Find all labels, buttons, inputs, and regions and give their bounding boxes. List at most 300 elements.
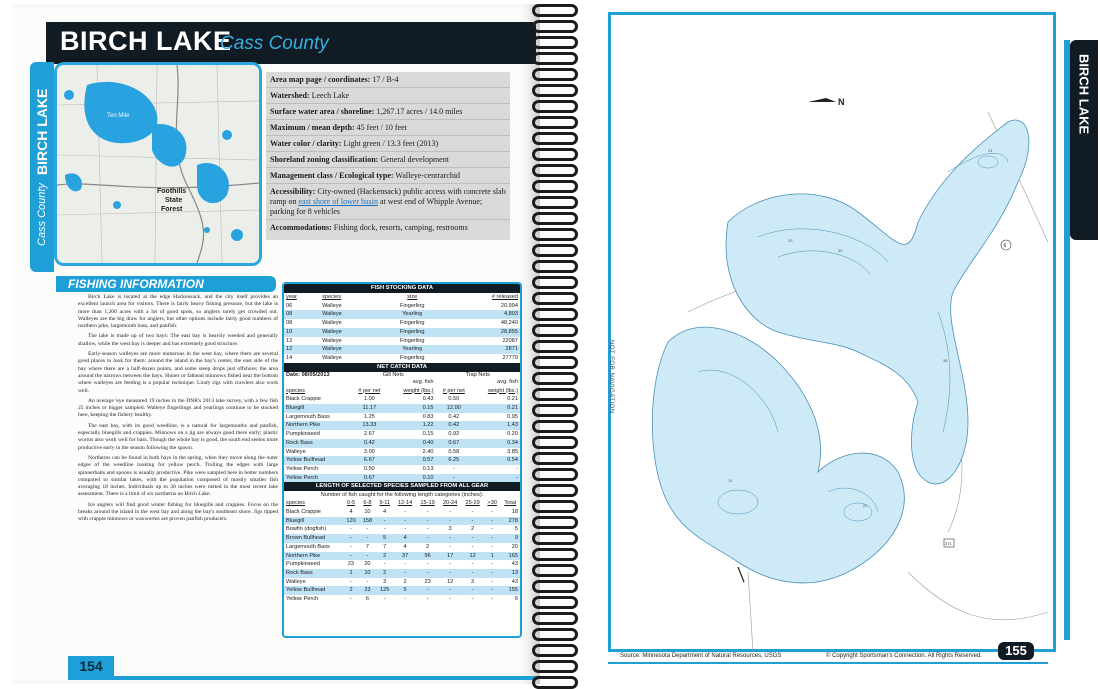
table-cell: 28,855 <box>447 328 520 337</box>
table-row <box>284 439 520 448</box>
table-cell: - <box>471 561 474 568</box>
table-cell: 10 <box>359 569 375 578</box>
table-cell: 43 <box>511 578 518 585</box>
table-row <box>284 508 520 517</box>
table-cell: 27779 <box>502 354 518 361</box>
table-cell: 96 <box>416 552 439 561</box>
table-cell: - <box>439 586 462 595</box>
table-cell: 10 <box>284 328 320 337</box>
table-cell: 3.00 <box>363 448 375 455</box>
table-cell: 5 <box>394 586 417 595</box>
table-cell: 18 <box>511 509 518 516</box>
table-cell: - <box>452 465 455 472</box>
table-cell: - <box>491 578 494 585</box>
info-row-access: Accessibility: City-owned (Hackensack) public access with concrete slab ramp on east shore of lower basin at west end of Whipple Avenue; parking for 8 vehicles <box>266 184 510 220</box>
table-row <box>284 474 520 483</box>
table-cell: 12.00 <box>436 404 473 413</box>
table-cell: Bowfin (dogfish) <box>286 526 327 533</box>
binding-ring <box>532 212 578 225</box>
left-page <box>12 4 540 684</box>
binding-ring <box>532 388 578 401</box>
info-row-area: Area map page / coordinates: 17 / B-4 <box>266 72 510 88</box>
table-cell: 0.34 <box>472 439 520 448</box>
table-cell: - <box>461 569 484 578</box>
not-for-navigation-label: NOT FOR NAVIGATION <box>608 340 614 414</box>
county-title: Cass County <box>220 33 329 54</box>
table-cell: - <box>383 561 386 568</box>
binding-ring <box>532 260 578 273</box>
table-cell: 4 <box>349 509 353 516</box>
binding-ring <box>532 68 578 81</box>
table-cell: 0.58 <box>448 448 460 455</box>
binding-ring <box>532 596 578 609</box>
table-cell: 0.15 <box>388 404 436 413</box>
table-cell: Fingerling <box>399 302 425 309</box>
binding-ring <box>532 180 578 193</box>
fishing-info-text <box>78 294 278 654</box>
table-cell: 14 <box>286 354 293 361</box>
table-cell: 0.92 <box>448 431 460 438</box>
info-row-watershed: Watershed: Leech Lake <box>266 88 510 104</box>
data-tables <box>282 282 522 638</box>
table-cell: - <box>461 586 484 595</box>
table-cell: 23 <box>359 586 375 595</box>
table-row <box>284 552 520 561</box>
table-cell: 2 <box>471 526 475 533</box>
table-cell: - <box>394 517 417 526</box>
table-cell: Walleye <box>286 578 306 585</box>
binding-ring <box>532 548 578 561</box>
binding-ring <box>532 324 578 337</box>
table-cell: 0.57 <box>388 456 436 465</box>
table-cell: 13.33 <box>351 421 388 430</box>
right-tab-title: BIRCH LAKE <box>1076 54 1092 135</box>
table-header: >30 <box>487 500 497 507</box>
table-cell: 0.42 <box>351 439 388 448</box>
binding-ring <box>532 580 578 593</box>
right-side-tab <box>1070 40 1098 240</box>
binding-ring <box>532 340 578 353</box>
table-cell: Walleye <box>320 345 377 354</box>
table-cell: 4 <box>394 534 417 543</box>
svg-text:38: 38 <box>943 358 948 363</box>
table-header: 15-19 <box>420 500 435 507</box>
table-cell: 3.85 <box>507 448 518 455</box>
table-cell: 0.83 <box>422 413 434 420</box>
binding-ring <box>532 628 578 641</box>
table-cell: Fingerling <box>399 337 425 344</box>
table-cell: Largemouth Bass <box>286 543 330 550</box>
binding-ring <box>532 484 578 497</box>
svg-text:10: 10 <box>728 478 733 483</box>
table-row <box>284 517 520 526</box>
table-cell: Pumpkinseed <box>286 431 320 438</box>
table-cell: 0.10 <box>388 474 436 483</box>
locator-map <box>54 62 262 266</box>
table-row <box>284 534 520 543</box>
length-note: Number of fish caught for the following length categories (inches): <box>320 492 484 499</box>
svg-text:6: 6 <box>1003 243 1007 249</box>
table-cell: 1.43 <box>472 421 520 430</box>
table-cell: 3 <box>383 578 387 585</box>
table-cell: 0.67 <box>436 439 473 448</box>
table-cell: - <box>449 561 452 568</box>
table-cell: Rock Bass <box>284 569 343 578</box>
side-tab-lake: BIRCH LAKE <box>34 88 50 175</box>
table-cell: 6 <box>514 596 518 603</box>
binding-ring <box>532 164 578 177</box>
table-cell: Yellow Perch <box>284 474 351 483</box>
binding-ring <box>532 4 578 17</box>
table-cell: - <box>491 561 494 568</box>
table-cell: Fingerling <box>378 328 447 337</box>
info-row-accommodations: Accommodations: Fishing dock, resorts, camping, restrooms <box>270 223 468 232</box>
table-cell: - <box>343 552 359 561</box>
table-cell: - <box>359 534 375 543</box>
table-cell: 2 <box>343 586 359 595</box>
table-cell: - <box>376 517 394 526</box>
table-cell: 20 <box>364 561 371 568</box>
binding-ring <box>532 660 578 673</box>
table-cell: - <box>449 509 452 516</box>
table-cell: Walleye <box>320 328 377 337</box>
table-cell: Yellow Perch <box>286 465 319 472</box>
table-cell: 6.25 <box>436 456 473 465</box>
svg-text:30: 30 <box>838 248 843 253</box>
length-title: LENGTH OF SELECTED SPECIES SAMPLED FROM ALL GEAR <box>284 482 520 491</box>
table-cell: Yellow Perch <box>286 596 319 603</box>
table-row <box>284 430 520 439</box>
table-cell: - <box>491 543 494 550</box>
table-cell: 13 <box>500 569 520 578</box>
table-cell: Yearling <box>378 310 447 319</box>
binding-ring <box>532 228 578 241</box>
info-row-zoning: Shoreland zoning classification: General development <box>266 152 510 168</box>
binding-ring <box>532 196 578 209</box>
table-cell: - <box>436 474 473 483</box>
svg-text:Forest: Forest <box>161 206 183 213</box>
table-cell: 120 <box>343 517 359 526</box>
table-cell: 4 <box>383 509 387 516</box>
table-cell: 37 <box>394 552 417 561</box>
table-cell: - <box>491 596 494 603</box>
table-cell: Fingerling <box>399 320 425 327</box>
table-row <box>284 421 520 430</box>
table-cell: - <box>484 534 501 543</box>
copyright: © Copyright Sportsman's Connection. All Rights Reserved. <box>826 653 982 659</box>
table-cell: - <box>484 517 501 526</box>
table-cell: 12 <box>284 345 320 354</box>
title-bar <box>46 22 536 64</box>
table-row <box>284 595 520 604</box>
table-cell: Black Crappie <box>286 509 321 516</box>
table-cell: - <box>416 569 439 578</box>
info-row-surface: Surface water area / shoreline: 1,267.17 acres / 14.0 miles <box>266 104 510 120</box>
table-row <box>284 345 520 354</box>
table-cell: 125 <box>376 586 394 595</box>
table-row <box>284 560 520 569</box>
table-cell: - <box>416 517 439 526</box>
table-cell: 0.15 <box>422 431 434 438</box>
table-cell: - <box>472 474 520 483</box>
table-cell: Rock Bass <box>284 439 351 448</box>
table-cell: 48,240 <box>500 320 518 327</box>
lake-depth-map <box>608 12 1056 652</box>
table-cell: 5 <box>514 526 518 533</box>
table-cell: Walleye <box>322 354 342 361</box>
table-cell: 08 <box>284 310 320 319</box>
table-cell: 23 <box>347 561 355 568</box>
table-cell: - <box>404 561 406 568</box>
table-cell: 7 <box>365 543 369 550</box>
table-cell: - <box>350 526 352 533</box>
table-cell: Fingerling <box>399 354 425 361</box>
bottom-bar <box>68 676 538 680</box>
table-cell: 12 <box>286 337 293 344</box>
table-cell: 5 <box>376 534 394 543</box>
table-cell: 7 <box>383 543 387 550</box>
svg-text:State: State <box>165 197 183 204</box>
table-cell: - <box>350 578 352 585</box>
binding-ring <box>532 308 578 321</box>
table-cell: - <box>439 534 462 543</box>
table-cell: 20,994 <box>500 302 518 309</box>
table-row <box>284 525 520 534</box>
table-row <box>284 337 520 346</box>
table-cell: - <box>426 509 429 516</box>
table-row <box>284 319 520 328</box>
table-row <box>284 448 520 457</box>
table-cell: 10 <box>364 509 371 516</box>
table-cell: 2.67 <box>363 431 375 438</box>
table-cell: 1.00 <box>363 396 375 403</box>
binding-ring <box>532 356 578 369</box>
table-cell: - <box>449 543 452 550</box>
paragraph: Birch Lake is located at the edge Hackensack, and the city itself provides an excellent launch area for visitors. There is fairly heavy fishing pressure, but the lake is more than 1,200 acres with a lot of good spots, so anglers rarely get crowded out. Walleyes are the big draw for anglers, but other options include fairly good numbers of northern pike, largemouth bass, and panfish. <box>78 294 278 330</box>
table-cell: 11.17 <box>351 404 388 413</box>
binding-ring <box>532 500 578 513</box>
paragraph: An average 'eye measured 19 inches in the DNR's 2013 lake survey, with a few fish 25 inches or bigger sampled. Walleye fingerlings and yearlings continue to be stocked here, keeping the fishery healthy. <box>78 397 278 419</box>
table-cell: 158 <box>359 517 375 526</box>
table-cell: 1 <box>343 569 359 578</box>
table-cell: 9 <box>500 534 520 543</box>
binding-ring <box>532 644 578 657</box>
table-cell: 1 <box>484 552 501 561</box>
svg-text:24: 24 <box>988 148 993 153</box>
fishing-info-header: FISHING INFORMATION <box>56 276 276 292</box>
table-cell: - <box>350 596 352 603</box>
table-cell: - <box>404 526 406 533</box>
table-cell: 0.42 <box>448 413 460 420</box>
table-cell: 0.21 <box>507 396 518 403</box>
table-cell: - <box>426 596 429 603</box>
table-cell: 6.67 <box>351 456 388 465</box>
table-cell: 2 <box>426 543 430 550</box>
lake-lower-basin <box>652 327 904 583</box>
table-cell: 08 <box>286 320 293 327</box>
table-cell: 06 <box>286 302 293 309</box>
table-cell: - <box>416 586 439 595</box>
table-cell: Walleye <box>320 310 377 319</box>
binding-ring <box>532 20 578 33</box>
table-cell: Yellow Bullhead <box>284 456 351 465</box>
binding-ring <box>532 612 578 625</box>
table-cell: - <box>439 517 462 526</box>
table-cell: 0.40 <box>388 439 436 448</box>
table-cell: - <box>484 586 501 595</box>
table-cell: - <box>416 534 439 543</box>
table-row <box>284 578 520 587</box>
table-row <box>284 543 520 552</box>
table-cell: Largemouth Bass <box>286 413 330 420</box>
table-cell: 23 <box>424 578 431 585</box>
table-cell: 155 <box>500 586 520 595</box>
table-cell: - <box>461 534 484 543</box>
lake-info-box <box>266 72 510 240</box>
table-cell: Northern Pike <box>284 552 343 561</box>
stocking-table: year species size # released 06 Walleye Fingerling 20,994 08 Walleye Yearling 4,893 08 Walleye Fingerling 48,240 10 Walleye Fingerling 28,855 12 Walleye Fingerling 22087 12 Walleye Yearling 2871 14 Walleye Fingerling 27779 <box>286 294 518 361</box>
table-cell: - <box>383 596 386 603</box>
table-cell: 0.20 <box>507 431 518 438</box>
table-cell: - <box>449 596 452 603</box>
side-tab <box>30 62 54 272</box>
table-cell: Walleye <box>322 320 342 327</box>
table-cell: 1.25 <box>363 413 375 420</box>
table-header: 9-11 <box>379 500 391 507</box>
table-cell: 2 <box>376 552 394 561</box>
table-cell: 1.22 <box>388 421 436 430</box>
table-cell: - <box>404 509 406 516</box>
table-header: 6-8 <box>363 500 372 507</box>
binding-ring <box>532 532 578 545</box>
table-row <box>284 328 520 337</box>
table-row <box>284 404 520 413</box>
table-cell: Walleye <box>322 337 342 344</box>
table-cell: - <box>471 543 474 550</box>
table-cell: 2 <box>403 578 407 585</box>
paragraph: Early-season walleyes are more numerous in the west bay, where there are several good places to look for them: around the island in the bay's center, the east side of the bay where there are a half-dozen points, and some steep drops just offshore; the area around the narrows between the bays. Shiner or fathead minnows fished near the bottom where walleyes are feeding is a popular technique. Lindy rigs with crawlers also work well. <box>78 351 278 394</box>
table-row <box>284 310 520 319</box>
paragraph: The lake is made up of two bays: The east bay is heavily weeded and generally shallow, while the west bay is deeper and has extremely good structure. <box>78 333 278 347</box>
access-link[interactable]: east shore of lower basin <box>298 197 378 206</box>
binding-ring <box>532 404 578 417</box>
source-credit: Source: Minnesota Department of Natural Resources, USGS <box>620 653 782 659</box>
table-cell: 0.67 <box>351 474 388 483</box>
table-cell: 278 <box>500 517 520 526</box>
table-cell: 4 <box>403 543 407 550</box>
table-cell: Black Crappie <box>286 396 321 403</box>
table-cell: 12 <box>461 552 484 561</box>
table-cell: Northern Pike <box>284 421 351 430</box>
table-header: 0-5 <box>346 500 356 507</box>
table-cell: 0.21 <box>472 404 520 413</box>
svg-text:N: N <box>838 97 845 107</box>
table-cell: - <box>426 526 429 533</box>
table-cell: - <box>461 517 484 526</box>
table-cell: - <box>366 578 369 585</box>
table-cell: - <box>484 569 501 578</box>
table-cell: - <box>491 509 494 516</box>
binding-ring <box>532 148 578 161</box>
binding-ring <box>532 468 578 481</box>
table-cell: - <box>426 561 429 568</box>
table-header: Total <box>504 500 517 507</box>
table-cell: 0.50 <box>363 465 375 472</box>
table-cell: 3 <box>448 526 452 533</box>
table-cell: 0.42 <box>436 421 473 430</box>
binding-ring <box>532 564 578 577</box>
table-row <box>284 569 520 578</box>
table-row <box>284 395 520 404</box>
binding-ring <box>532 436 578 449</box>
svg-text:25: 25 <box>788 238 793 243</box>
table-cell: - <box>516 465 518 472</box>
binding-ring <box>532 244 578 257</box>
table-cell: - <box>471 509 474 516</box>
table-cell: - <box>404 596 406 603</box>
binding-ring <box>532 276 578 289</box>
svg-text:371: 371 <box>945 541 952 546</box>
binding-ring <box>532 132 578 145</box>
binding-ring <box>532 452 578 465</box>
table-cell: Yearling <box>378 345 447 354</box>
table-header: 20-24 <box>442 500 458 507</box>
table-cell: 2 <box>376 569 394 578</box>
table-cell: 22087 <box>502 337 518 344</box>
net-catch-table: Date: 08/05/2013 Gill Nets Trap Nets avg. fish avg. fish species # per net weight (lbs.) # per net weight (lbs.) Black Crappie 1.00 0.43 0.50 0.21 Bluegill 11.17 0.15 12.00 0.21 Largemouth Bass 1.25 0.83 0.42 0.95 Northern Pike 13.33 1.22 0.42 1.43 Pumpkinseed 2.67 0.15 0.92 0.20 Rock Bass 0.42 0.40 0.67 0.34 Walleye 3.00 2.40 0.58 3.85 Yellow Bullhead 6.67 0.57 6.25 0.54 Yellow Perch 0.50 0.13 - - Yellow Perch 0.67 0.10 - - <box>286 371 518 481</box>
table-cell: 2.40 <box>422 448 434 455</box>
binding-ring <box>532 420 578 433</box>
table-cell: Walleye <box>286 448 306 455</box>
map-forest-label: Foothills <box>157 188 187 195</box>
table-cell: Pumpkinseed <box>286 561 320 568</box>
table-cell: Yellow Bullhead <box>284 586 343 595</box>
table-cell: - <box>383 526 386 533</box>
table-cell: 2871 <box>447 345 520 354</box>
paragraph: The east bay, with its good weedline, is a natural for largemouths and panfish, especially bluegills and crappies. Minnows on a jig are always good there early; plastic worms also work well for bass. Though the whole bay is good, the south end seems more productive early in the season following the spawn. <box>78 422 278 451</box>
table-cell: 20 <box>511 543 518 550</box>
info-row-water: Water color / clarity: Light green / 13.3 feet (2013) <box>266 136 510 152</box>
table-row <box>284 302 520 311</box>
svg-text:21: 21 <box>863 503 868 508</box>
page-number-right: 155 <box>998 642 1034 660</box>
map-mile-label: Ten Mile <box>107 113 130 119</box>
north-arrow <box>808 97 845 107</box>
net-catch-title: NET CATCH DATA <box>284 363 520 372</box>
length-table <box>284 499 520 603</box>
binding-ring <box>532 516 578 529</box>
binding-ring <box>532 116 578 129</box>
boat-ramp-icon <box>738 567 744 582</box>
table-cell: 17 <box>439 552 462 561</box>
table-cell: - <box>491 526 494 533</box>
paragraph: Ice anglers will find good winter fishing for bluegills and crappies. Focus on the breaks around the island in the west bay and along the bay's southeast shore. Jigs tipped with crappie minnows or waxworms are proven panfish producers. <box>78 501 278 523</box>
table-cell: Walleye <box>322 302 342 309</box>
bottom-bar <box>608 662 1048 664</box>
table-cell: 0.54 <box>472 456 520 465</box>
table-cell: 12 <box>446 578 454 585</box>
binding-ring <box>532 372 578 385</box>
table-cell: 0.50 <box>448 396 460 403</box>
table-cell: 4,893 <box>447 310 520 319</box>
page-number-left: 154 <box>68 656 114 676</box>
table-cell: Bluegill <box>284 517 343 526</box>
table-row <box>284 465 520 474</box>
table-header: 12-14 <box>397 500 413 507</box>
info-row-management: Management class / Ecological type: Walleye-centrarchid <box>266 168 510 184</box>
table-cell: - <box>359 552 375 561</box>
table-cell: 0.95 <box>507 413 518 420</box>
